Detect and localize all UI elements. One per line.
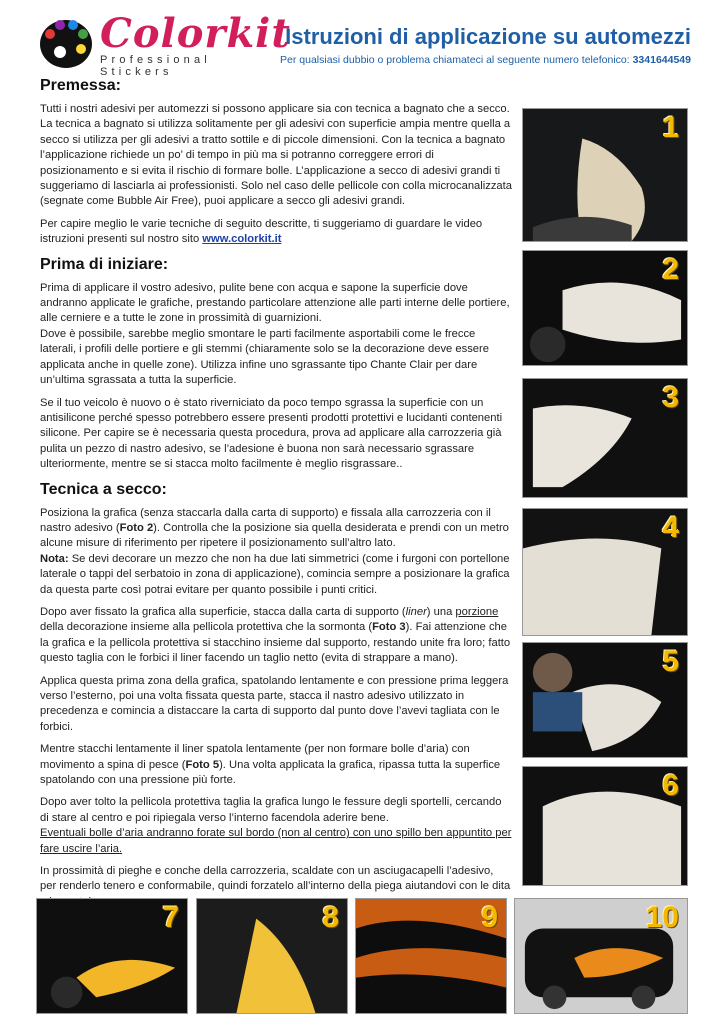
secco-p1-rest: ). Controlla che la posizione sia quella desiderata e prendi con un metro alcune misure di riferimento per ripetere il posizionamento sull’altro lato. bbox=[40, 521, 509, 550]
palette-hand-icon bbox=[36, 12, 98, 72]
photo-7 bbox=[36, 898, 188, 1014]
secco-p5-a: Dopo aver tolto la pellicola protettiva taglia la grafica lungo le fessure degli sportelli, cercando di stare al centro e poi ripiegala verso l’interno facendola aderire bene. bbox=[40, 796, 502, 824]
heading-premessa: Premessa: bbox=[40, 77, 121, 94]
premessa-paragraph-1: Tutti i nostri adesivi per automezzi si possono applicare sia con tecnica a bagnato che a secco. La tecnica a bagnato si utilizza solitamente per gli adesivi con superficie ampia mentre quella a secco si utilizza per gli adesivi a tratto sottile e di piccole dimensioni. Con la tecnica a bagnato l’applicazione richiede un po’ di tempo in più ma si potranno correggere errori di posizionamento e si evita il rischio di formare bolle. L’applicazione a secco di adesivi grandi ti suggeriamo di lasciarla ai professionisti. Solo nel caso delle pellicole con colla microcanalizzata (segnate come Bubble Air Free), puoi applicare a secco gli adesivi grandi. bbox=[40, 103, 512, 208]
secco-p4-b: ). Una volta applicata la grafica, ripassa tutta la superfice spatolando con una pressione più forte. bbox=[40, 758, 501, 787]
photo-number-8: 8 bbox=[322, 901, 339, 934]
secco-p5-underlined: Eventuali bolle d’aria andranno forate sul bordo (non al centro) con uno spillo ben appuntito per fare uscire l’aria. bbox=[40, 827, 512, 855]
secco-paragraph-1 bbox=[40, 506, 512, 598]
heading-prima: Prima di iniziare: bbox=[40, 255, 169, 273]
photo-4 bbox=[522, 508, 688, 636]
secco-p2-a: Dopo aver fissato la grafica alla superficie, stacca dalla carta di supporto ( bbox=[40, 605, 406, 618]
secco-p2-d: ). Fai attenzione che la grafica e la pellicola protettiva si stacchino insieme dal supporto, restando unite fra loro; fatto questo taglia con le forbici il liner facendo un taglio netto (evita di strappare a mano). bbox=[40, 621, 511, 665]
premessa-paragraph-2 bbox=[40, 217, 512, 248]
secco-paragraph-2 bbox=[40, 605, 512, 667]
photo-number-3: 3 bbox=[662, 381, 679, 414]
secco-p2-b: ) una bbox=[426, 605, 456, 618]
prima-paragraph-1a: Prima di applicare il vostro adesivo, pulite bene con acqua e sapone la superficie dove andranno applicate le grafiche, prestando particolare attenzione alle parti interne delle portiere, alle cerniere e a tutte le zone in prossimità di guarnizioni. bbox=[40, 281, 510, 325]
photo-3 bbox=[522, 378, 688, 498]
photo-number-7: 7 bbox=[162, 901, 179, 934]
section-prima bbox=[40, 255, 512, 473]
secco-p2-photo-ref: Foto 3 bbox=[372, 621, 406, 634]
photo-8 bbox=[196, 898, 348, 1014]
secco-p2-porzione: porzione bbox=[455, 605, 499, 618]
section-premessa bbox=[40, 76, 512, 248]
photo-5 bbox=[522, 642, 688, 758]
page-title: Istruzioni di applicazione su automezzi bbox=[285, 24, 691, 49]
photo-number-4: 4 bbox=[662, 511, 679, 544]
instructions-body bbox=[40, 76, 512, 917]
secco-paragraph-3: Applica questa prima zona della grafica, spatolando lentamente e con pressione prima leggera verso l’esterno, poi una volta fissata questa parte, stacca il nastro adesivo utilizzato in precedenza e comincia a distaccare la carta di supporto dal punto dove l’avevi tagliata con le forbici. bbox=[40, 674, 509, 733]
photo-2 bbox=[522, 250, 688, 366]
photo-number-9: 9 bbox=[481, 901, 498, 934]
secco-paragraph-5 bbox=[40, 795, 512, 857]
photo-6 bbox=[522, 766, 688, 886]
secco-p2-c: della decorazione insieme alla pellicola protettiva che la sormonta ( bbox=[40, 621, 373, 634]
secco-p1-photo-ref: Foto 2 bbox=[119, 521, 154, 534]
photo-number-6: 6 bbox=[662, 769, 679, 802]
photo-number-2: 2 bbox=[662, 253, 679, 286]
secco-p4-a: Mentre stacchi lentamente il liner spatola lentamente (per non formare bolle d’aria) con movimento a spina di pesce ( bbox=[40, 743, 470, 771]
secco-paragraph-6: In prossimità di pieghe e conche della carrozzeria, scaldate con un asciugacapelli l’adesivo, per renderlo tenero e conformabile, quindi forzatelo all’interno della piega aiutandovi con le dita bbox=[40, 865, 511, 893]
photo-1 bbox=[522, 108, 688, 242]
secco-p2-liner: liner bbox=[405, 605, 427, 618]
premessa-paragraph-2-text: Per capire meglio le varie tecniche di seguito descritte, ti suggeriamo di guardare le video istruzioni presenti sul nostro sito bbox=[40, 217, 483, 246]
prima-paragraph-1b: Dove è possibile, sarebbe meglio smontare le parti facilmente asportabili come le frecce laterali, i profili delle portiere e gli stemmi (chiaramente solo se la decorazione deve essere applicata anche in quelle zone). Utilizza infine uno sgrassante tipo Chante Clair per dare un’ultima sgrassata a tutta la superficie. bbox=[40, 327, 489, 387]
nota-label: Nota: bbox=[40, 552, 69, 565]
logo-wordmark: Colorkit bbox=[100, 10, 291, 57]
prima-paragraph-2: Se il tuo veicolo è nuovo o è stato riverniciato da poco tempo sgrassa la superficie con un antisilicone perché spesso potrebbero essere presenti prodotti protettivi e lucidanti contenenti silicone. Per capire se è necessaria questa procedura, prova ad applicare alla carrozzeria già pulita un pezzo di nastro adesivo, se l’adesione è buona non sarà necessario sgrassare ulteriormente, mentre se si stacca molto facilmente è meglio risgrassare.. bbox=[40, 396, 503, 471]
secco-paragraph-4 bbox=[40, 742, 512, 788]
photo-number-10: 10 bbox=[645, 901, 679, 934]
photo-9 bbox=[355, 898, 507, 1014]
photo-number-5: 5 bbox=[662, 645, 679, 678]
colorkit-logo[interactable] bbox=[36, 10, 291, 78]
contact-line bbox=[280, 54, 691, 66]
logo-subtitle: Professional Stickers bbox=[100, 54, 211, 78]
website-link[interactable]: www.colorkit.it bbox=[202, 233, 282, 246]
secco-p4-photo-ref: Foto 5 bbox=[185, 758, 220, 771]
heading-secco: Tecnica a secco: bbox=[40, 480, 167, 498]
photo-number-1: 1 bbox=[662, 111, 679, 144]
section-secco bbox=[40, 480, 512, 911]
photo-10 bbox=[514, 898, 688, 1014]
header bbox=[0, 0, 725, 76]
prima-paragraph-1 bbox=[40, 281, 512, 389]
phone-number[interactable]: 3341644549 bbox=[632, 54, 691, 66]
secco-p1-text: Posiziona la grafica (senza staccarla dalla carta di supporto) e fissala alla carrozzeria con il nastro adesivo ( bbox=[40, 506, 491, 534]
nota-text: Se devi decorare un mezzo che non ha due lati simmetrici (come i furgoni con portellone laterale o tappi del serbatoio in zona di applicazione), comincia sempre a posizionare la grafica da questa parte così potrai evitare per quanto possibile i punti critici. bbox=[40, 552, 510, 596]
contact-text: Per qualsiasi dubbio o problema chiamateci al seguente numero telefonico: bbox=[280, 54, 630, 66]
